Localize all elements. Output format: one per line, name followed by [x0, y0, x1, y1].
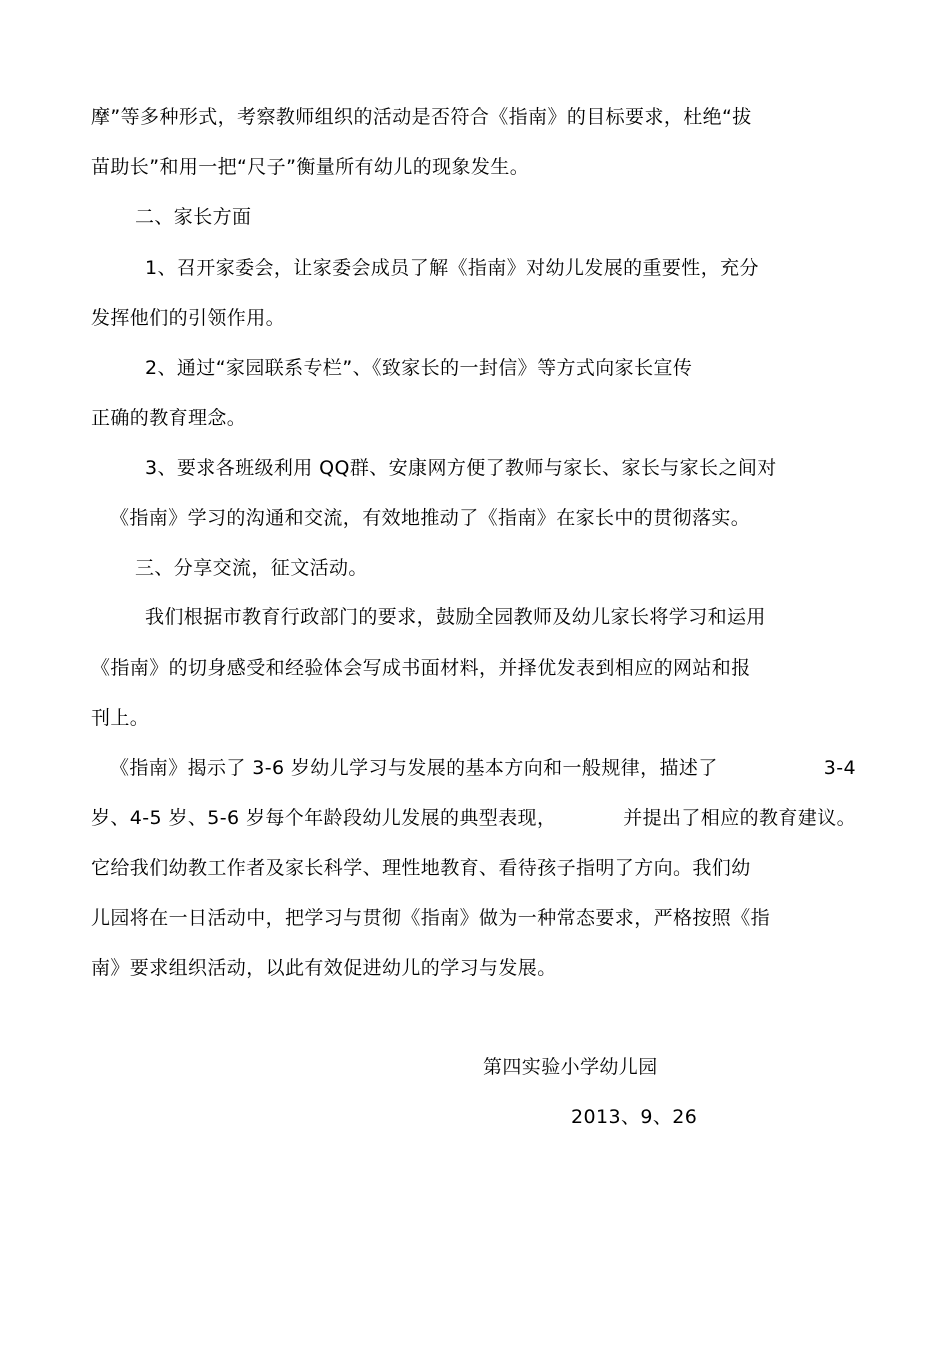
item3-line2: 《指南》学习的沟通和交流，有效地推动了《指南》在家长中的贯彻落实。 [110, 507, 751, 529]
heading-parents: 二、家长方面 [135, 206, 252, 228]
p3-line3: 刊上。 [91, 707, 150, 729]
p1-line1: 摩”等多种形式，考察教师组织的活动是否符合《指南》的目标要求，杜绝“拔 [91, 106, 752, 128]
heading-sharing: 三、分享交流，征文活动。 [135, 557, 368, 579]
item2-line1: 2、通过“家园联系专栏”、《致家长的一封信》等方式向家长宣传 [145, 357, 693, 379]
p4-line5: 南》要求组织活动，以此有效促进幼儿的学习与发展。 [91, 957, 557, 979]
date: 2013、9、26 [571, 1106, 698, 1128]
p4-line4: 儿园将在一日活动中，把学习与贯彻《指南》做为一种常态要求，严格按照《指 [91, 907, 771, 929]
signature: 第四实验小学幼儿园 [483, 1056, 658, 1078]
p3-line1: 我们根据市教育行政部门的要求，鼓励全园教师及幼儿家长将学习和运用 [145, 606, 766, 628]
p1-line2: 苗助长”和用一把“尺子”衡量所有幼儿的现象发生。 [91, 156, 530, 178]
item1-line2: 发挥他们的引领作用。 [91, 307, 286, 329]
p4-line2-text: 岁、4-5 岁、5-6 岁每个年龄段幼儿发展的典型表现， [91, 807, 557, 829]
p4-line1 [110, 756, 856, 780]
p4-line2 [91, 806, 856, 830]
item2-line2: 正确的教育理念。 [91, 407, 247, 429]
p4-line2-tail: 并提出了相应的教育建议。 [623, 807, 856, 829]
item1-line1: 1、召开家委会，让家委会成员了解《指南》对幼儿发展的重要性，充分 [145, 257, 759, 279]
p3-line2: 《指南》的切身感受和经验体会写成书面材料，并择优发表到相应的网站和报 [91, 657, 751, 679]
item3-line1: 3、要求各班级利用 QQ群、安康网方便了教师与家长、家长与家长之间对 [145, 457, 777, 479]
p4-line1-text: 《指南》揭示了 3-6 岁幼儿学习与发展的基本方向和一般规律，描述了 [110, 757, 718, 779]
p4-line1-tail: 3-4 [823, 757, 856, 779]
p4-line3: 它给我们幼教工作者及家长科学、理性地教育、看待孩子指明了方向。我们幼 [91, 857, 751, 879]
